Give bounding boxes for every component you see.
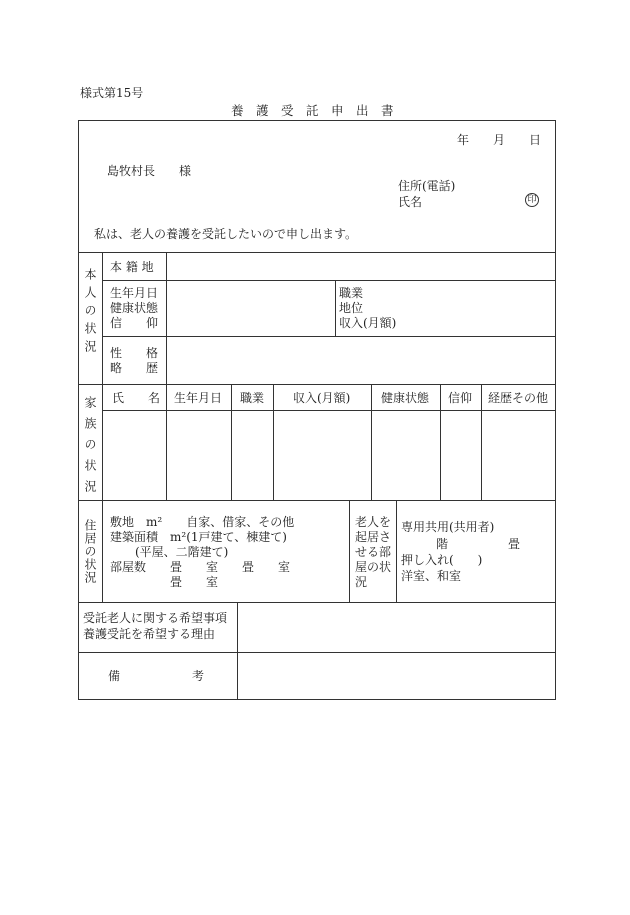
divider-wishes-top <box>78 602 556 603</box>
addressee: 島牧村長 様 <box>107 164 192 178</box>
room-heading-line3: せる部 <box>355 545 392 559</box>
divider-family-col2 <box>231 384 232 500</box>
family-col-occupation: 職業 <box>240 391 265 405</box>
date-year-label: 年 <box>457 133 470 147</box>
family-col-faith: 信仰 <box>448 391 473 405</box>
declaration-text: 私は、老人の養護を受託したいので申し出ます。 <box>94 227 358 241</box>
family-col-birthdate: 生年月日 <box>174 391 223 405</box>
divider-remarks-top <box>78 652 556 653</box>
room-closet-line: 押し入れ( ) <box>401 553 483 567</box>
family-section-heading: 家族の状況 <box>83 396 97 501</box>
divider-housing-room <box>349 500 350 602</box>
family-col-other: 経歴その他 <box>488 391 549 405</box>
form-number: 様式第15号 <box>80 86 144 100</box>
reason-label: 養護受託を希望する理由 <box>83 627 216 641</box>
housing-section-heading: 住居の状況 <box>83 519 97 584</box>
divider-family-col3 <box>273 384 274 500</box>
divider-family-header-bottom <box>102 410 556 411</box>
divider-family-col1 <box>166 384 167 500</box>
divider-family-col4 <box>371 384 372 500</box>
room-count-line-2: 畳 室 <box>170 575 219 589</box>
room-shared-line: 専用共用(共用者) <box>401 520 495 534</box>
form-title: 養 護 受 託 申 出 書 <box>231 103 394 118</box>
character-label: 性 格 <box>110 346 159 360</box>
personal-section-heading: 本人の状況 <box>83 268 97 358</box>
room-heading-line5: 況 <box>355 575 368 589</box>
divider-occupation <box>335 280 336 336</box>
divider-personal-top <box>78 252 556 253</box>
remarks-label: 備 考 <box>108 669 205 683</box>
site-area-line: 敷地 m² 自家、借家、その他 <box>110 515 295 529</box>
room-heading-line4: 屋の状 <box>355 560 392 574</box>
date-day-label: 日 <box>529 133 542 147</box>
room-style-line: 洋室、和室 <box>401 569 462 583</box>
room-count-line: 部屋数 畳 室 畳 室 <box>110 560 291 574</box>
history-label: 略 歴 <box>110 361 159 375</box>
room-floor-line: 階 畳 <box>436 537 521 551</box>
faith-label: 信 仰 <box>110 316 159 330</box>
divider-section-label <box>102 252 103 602</box>
divider-housing-top <box>78 500 556 501</box>
birthdate-label: 生年月日 <box>110 286 159 300</box>
divider-family-col6 <box>481 384 482 500</box>
room-heading-line2: 起居さ <box>355 530 392 544</box>
health-label: 健康状態 <box>110 301 159 315</box>
divider-domicile-bottom <box>102 280 556 281</box>
date-month-label: 月 <box>493 133 506 147</box>
family-col-name: 氏 名 <box>112 391 161 405</box>
divider-family-col5 <box>440 384 441 500</box>
occupation-label: 職業 <box>339 286 364 300</box>
divider-wishes-remarks <box>237 602 238 700</box>
family-col-income: 収入(月額) <box>293 391 351 405</box>
address-phone-label: 住所(電話) <box>398 179 456 193</box>
divider-birth-bottom <box>102 336 556 337</box>
divider-housing-room-label <box>396 500 397 602</box>
seal-mark: 印 <box>525 193 539 207</box>
position-label: 地位 <box>339 301 364 315</box>
name-label: 氏名 <box>398 195 423 209</box>
building-area-line: 建築面積 m²(1戸建て、棟建て) <box>110 530 287 544</box>
room-heading-line1: 老人を <box>355 515 392 529</box>
domicile-label: 本 籍 地 <box>110 260 154 274</box>
floors-line: (平屋、二階建て) <box>135 545 229 559</box>
wishes-label: 受託老人に関する希望事項 <box>83 611 228 625</box>
family-col-health: 健康状態 <box>381 391 430 405</box>
divider-family-top <box>78 384 556 385</box>
divider-personal-labels <box>166 252 167 384</box>
income-label: 収入(月額) <box>339 316 397 330</box>
